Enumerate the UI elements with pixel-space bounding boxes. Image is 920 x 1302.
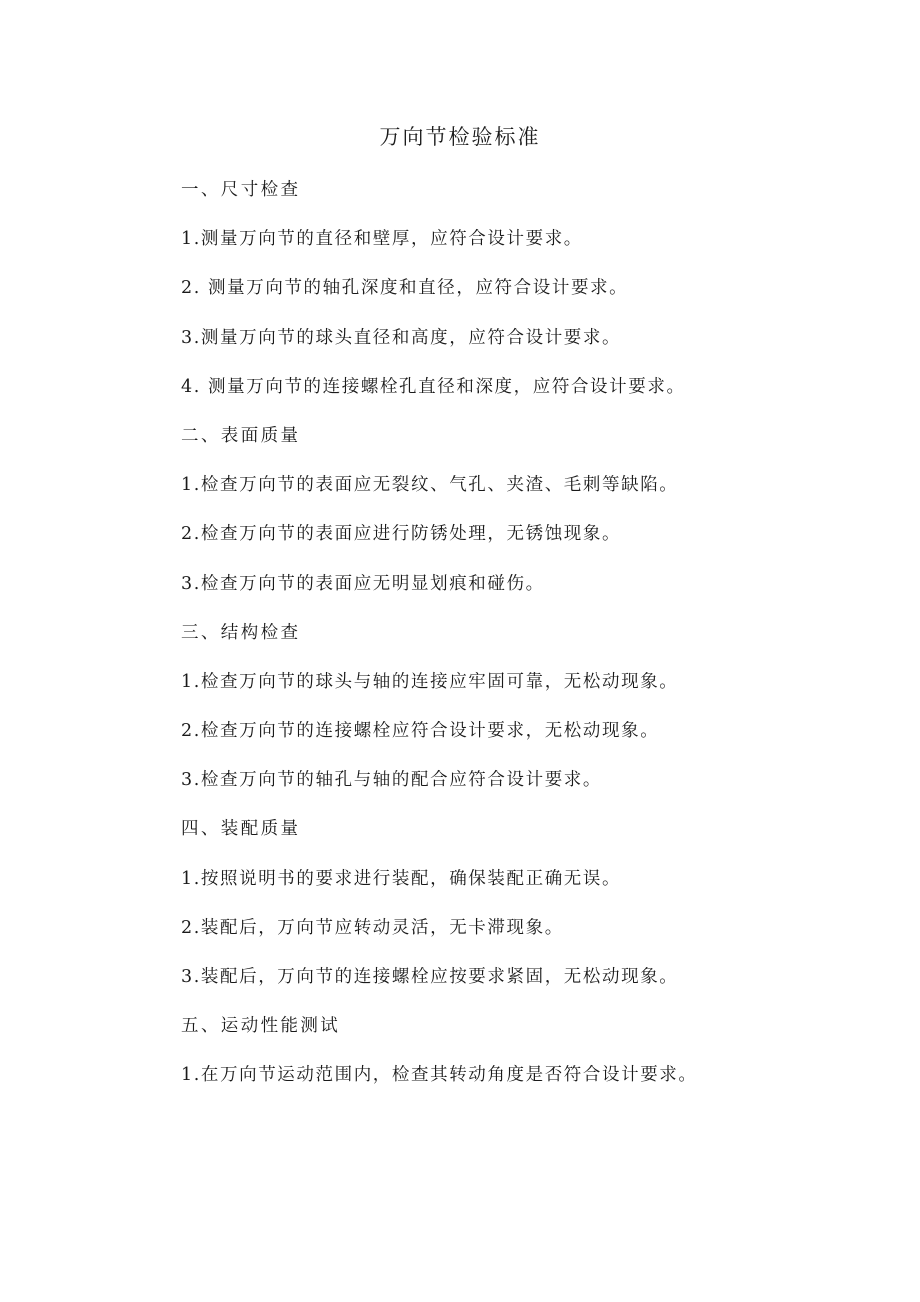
list-item: 1.检查万向节的球头与轴的连接应牢固可靠，无松动现象。 <box>181 671 679 692</box>
section-motion-performance-test <box>181 1012 881 1110</box>
section-heading: 一、尺寸检查 <box>181 180 301 200</box>
list-item: 2. 测量万向节的轴孔深度和直径，应符合设计要求。 <box>181 278 629 299</box>
list-item: 2.装配后，万向节应转动灵活，无卡滞现象。 <box>181 917 564 938</box>
section-heading: 五、运动性能测试 <box>181 1016 341 1037</box>
section-heading: 三、结构检查 <box>181 622 301 643</box>
list-item: 1.检查万向节的表面应无裂纹、气孔、夹渣、毛刺等缺陷。 <box>181 475 679 496</box>
section-dimension-check <box>181 176 881 422</box>
list-item: 3.测量万向节的球头直径和高度，应符合设计要求。 <box>181 327 622 348</box>
list-item: 4. 测量万向节的连接螺栓孔直径和深度，应符合设计要求。 <box>181 376 686 397</box>
list-item: 1.测量万向节的直径和壁厚，应符合设计要求。 <box>181 229 583 250</box>
section-heading: 二、表面质量 <box>181 425 301 446</box>
section-heading: 四、装配质量 <box>181 819 301 840</box>
list-item: 2.检查万向节的表面应进行防锈处理，无锈蚀现象。 <box>181 524 622 545</box>
document-title: 万向节检验标准 <box>379 125 541 149</box>
list-item: 1.在万向节运动范围内，检查其转动角度是否符合设计要求。 <box>181 1065 698 1086</box>
list-item: 2.检查万向节的连接螺栓应符合设计要求，无松动现象。 <box>181 721 660 742</box>
document-body <box>181 176 881 1111</box>
section-surface-quality <box>181 422 881 619</box>
list-item: 1.按照说明书的要求进行装配，确保装配正确无误。 <box>181 868 622 889</box>
section-assembly-quality <box>181 815 881 1012</box>
section-structure-check <box>181 619 881 816</box>
list-item: 3.检查万向节的轴孔与轴的配合应符合设计要求。 <box>181 770 602 791</box>
list-item: 3.检查万向节的表面应无明显划痕和碰伤。 <box>181 573 545 594</box>
list-item: 3.装配后，万向节的连接螺栓应按要求紧固，无松动现象。 <box>181 967 679 987</box>
